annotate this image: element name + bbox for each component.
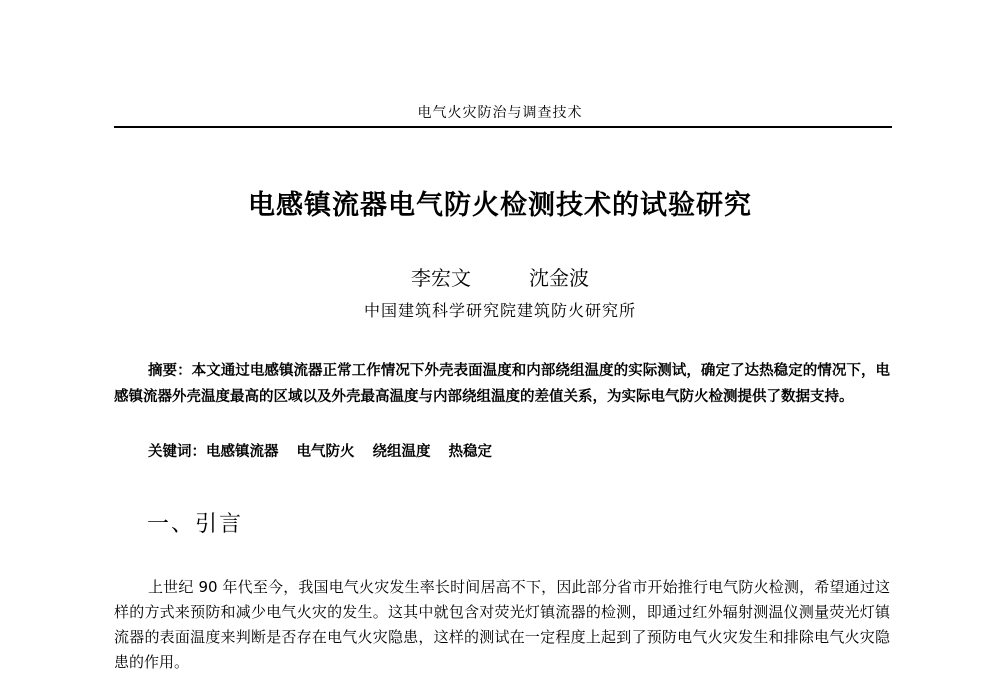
keyword: 热稳定 [448,443,492,460]
author-line [0,262,1000,291]
running-header: 电气火灾防治与调查技术 [417,105,583,121]
abstract-text: 本文通过电感镇流器正常工作情况下外壳表面温度和内部绕组温度的实际测试，确定了达热稳定的情况下，电感镇流器外壳温度最高的区域以及外壳最高温度与内部绕组温度的差值关系，为实际电气防火检测提供了数据支持。 [114,362,891,405]
affiliation: 中国建筑科学研究院建筑防火研究所 [363,301,636,320]
paragraph-text: 上世纪 90 年代至今，我国电气火灾发生率长时间居高不下，因此部分省市开始推行电气防火检测，希望通过这样的方式来预防和减少电气火灾的发生。这其中就包含对荧光灯镇流器的检测，即通过红外辐射测温仪测量荧光灯镇流器的表面温度来判断是否存在电气火灾隐患，这样的测试在一定程度上起到了预防电气火灾发生和排除电气火灾隐患的作用。 [114,578,890,671]
author-name: 沈金波 [529,266,589,290]
keyword: 电气防火 [296,443,355,460]
author-name: 李宏文 [411,266,471,290]
paper-title: 电感镇流器电气防火检测技术的试验研究 [248,190,752,221]
keyword: 绕组温度 [372,443,431,460]
abstract [114,358,890,410]
keywords-label: 关键词： [148,443,206,460]
keywords [148,440,510,461]
section-heading: 一、引言 [147,512,244,537]
keyword: 电感镇流器 [206,443,279,460]
paragraph-indent [114,578,148,596]
header-rule [114,126,892,128]
body-paragraph [114,575,890,675]
abstract-label: 摘要： [148,362,192,379]
